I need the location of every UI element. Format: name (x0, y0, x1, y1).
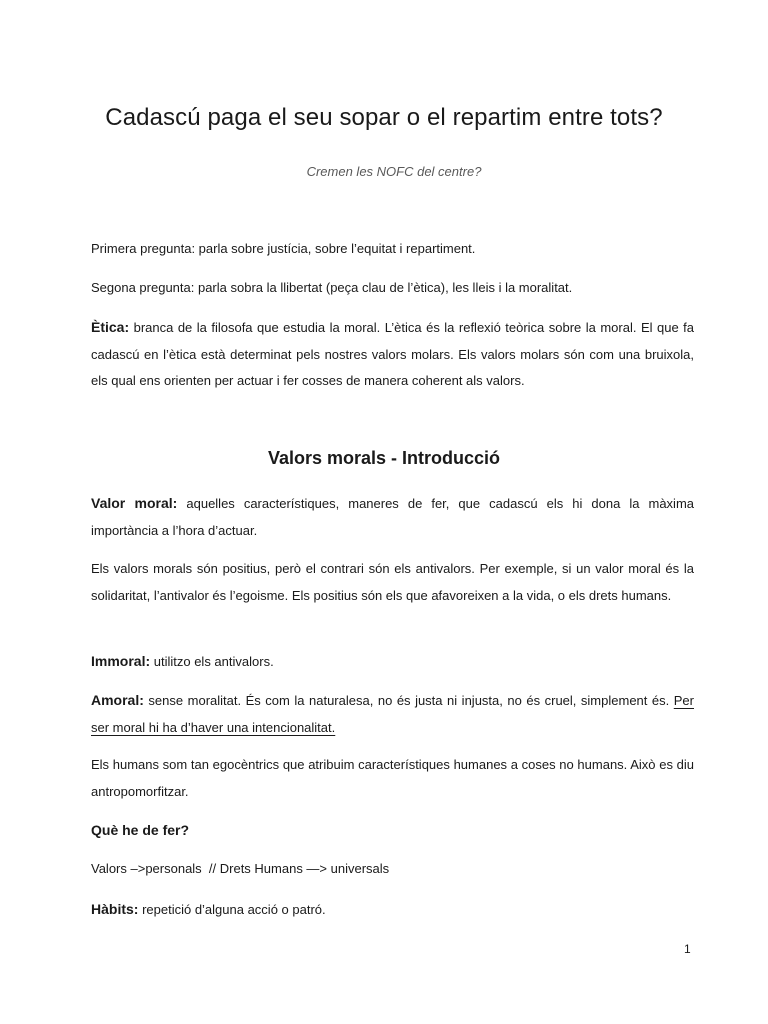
paragraph-etica (91, 314, 694, 395)
document-title: Cadascú paga el seu sopar o el repartim entre tots? (105, 104, 663, 131)
term-etica: Ètica: (91, 319, 130, 335)
term-immoral: Immoral: (91, 653, 151, 669)
definition-etica: branca de la filosofa que estudia la moral. L’ètica és la reflexió teòrica sobre la moral. El que fa cadascú en l’ètica està determinat pels nostres valors molars. Els valors molars són com una bruixola, els qual ens orienten per actuar i fer cosses de manera coherent als valors. (91, 320, 694, 388)
paragraph-primera-pregunta: Primera pregunta: parla sobre justícia, sobre l’equitat i repartiment. (91, 241, 476, 256)
paragraph-valors-positius: Els valors morals són positius, però el contrari són els antivalors. Per exemple, si un valor moral és la solidaritat, l’antivalor és l’egoisme. Els positius són els que afavoreixen a la vida, o els drets humans. (91, 561, 694, 603)
document-subtitle: Cremen les NOFC del centre? (306, 164, 482, 179)
paragraph-antropomorfitzar: Els humans som tan egocèntrics que atribuim característiques humanes a coses no humans. Això es diu antropomorfitzar. (91, 757, 694, 799)
term-valor-moral: Valor moral: (91, 495, 178, 511)
paragraph-valors-drets-humans: Valors –>personals // Drets Humans —> universals (91, 861, 390, 876)
term-que-he-de-fer: Què he de fer? (91, 822, 190, 838)
definition-amoral: sense moralitat. És com la naturalesa, no és justa ni injusta, no és cruel, simplement és. (143, 693, 674, 708)
section-heading: Valors morals - Introducció (267, 448, 501, 468)
definition-habits: repetició d’alguna acció o patró. (138, 902, 326, 917)
paragraph-amoral (91, 687, 694, 741)
page-number: 1 (684, 942, 691, 956)
definition-valor-moral: aquelles característiques, maneres de fer, que cadascú els hi dona la màxima importància a l’hora d’actuar. (91, 496, 694, 538)
term-amoral: Amoral: (91, 692, 144, 708)
term-habits: Hàbits: (91, 901, 139, 917)
paragraph-valor-moral (91, 490, 694, 544)
definition-immoral: utilitzo els antivalors. (150, 654, 274, 669)
amoral-underlined-note: Per ser moral hi ha d’haver una intencionalitat. (91, 693, 694, 735)
paragraph-habits (91, 896, 694, 924)
paragraph-segona-pregunta: Segona pregunta: parla sobra la llibertat (peça clau de l’ètica), les lleis i la moralitat. (91, 280, 573, 295)
subheading-que-he-de-fer (91, 817, 694, 845)
paragraph-immoral (91, 648, 694, 676)
